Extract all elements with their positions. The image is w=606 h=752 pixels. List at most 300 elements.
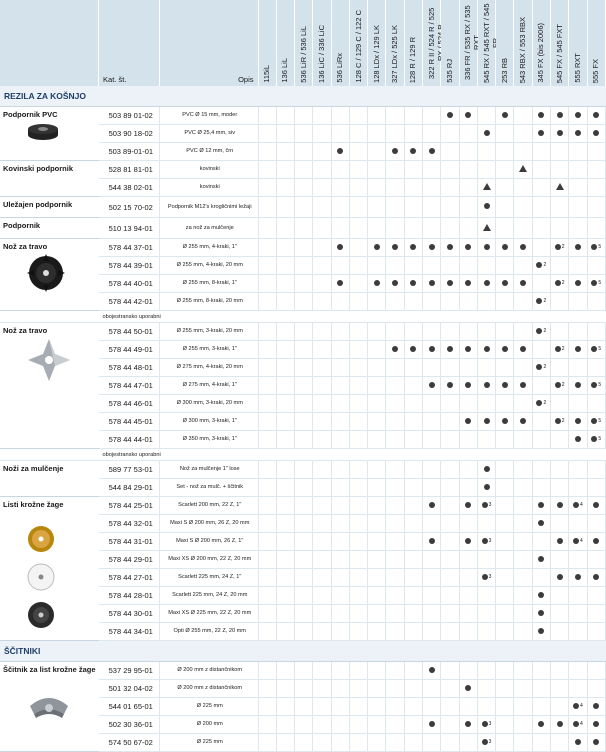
model-cell: [551, 143, 569, 161]
footnote-mark: 3: [488, 738, 492, 745]
footnote-mark: 2: [543, 399, 547, 406]
model-cell: [441, 323, 459, 341]
group-label: Nož za travo: [3, 326, 48, 335]
model-cell: [459, 680, 477, 698]
fit-dot-icon: [502, 418, 508, 424]
model-cell: [423, 716, 441, 734]
fit-dot-icon: [575, 739, 581, 745]
model-cell: [532, 734, 550, 752]
model-cell: [551, 161, 569, 179]
model-cell: [368, 569, 386, 587]
description: za nož za mulčenje: [159, 218, 258, 239]
model-cell: [258, 461, 276, 479]
model-cell: [258, 395, 276, 413]
model-cell: [551, 293, 569, 311]
model-cell: [295, 431, 313, 449]
fit-dot-icon: [536, 298, 542, 304]
model-cell: [404, 107, 422, 125]
model-cell: [423, 395, 441, 413]
model-cell: [477, 533, 495, 551]
model-cell: [295, 515, 313, 533]
model-cell: [313, 143, 331, 161]
model-cell: [587, 107, 605, 125]
model-cell: [423, 218, 441, 239]
model-cell: [551, 377, 569, 395]
model-cell: [423, 698, 441, 716]
fit-dot-icon: [536, 328, 542, 334]
model-cell: [349, 161, 367, 179]
note-text: obojestransko uporabni: [99, 311, 606, 323]
model-cell: [404, 161, 422, 179]
model-cell: [551, 413, 569, 431]
model-cell: [532, 587, 550, 605]
model-cell: [532, 461, 550, 479]
model-cell: [349, 716, 367, 734]
model-cell: [423, 533, 441, 551]
model-cell: [258, 143, 276, 161]
fit-dot-icon: [591, 346, 597, 352]
model-cell: [551, 569, 569, 587]
model-cell: [313, 197, 331, 218]
model-cell: [258, 218, 276, 239]
model-cell: [514, 275, 532, 293]
model-cell: [532, 605, 550, 623]
fit-dot-icon: [555, 418, 561, 424]
model-cell: [276, 107, 294, 125]
model-cell: [477, 662, 495, 680]
model-cell: [331, 533, 349, 551]
model-cell: [496, 551, 514, 569]
model-cell: [295, 587, 313, 605]
fit-dot-icon: [410, 244, 416, 250]
model-cell: [496, 716, 514, 734]
model-cell: [349, 143, 367, 161]
model-cell: [349, 179, 367, 197]
model-cell: [532, 239, 550, 257]
model-cell: [331, 461, 349, 479]
model-cell: [496, 323, 514, 341]
fit-dot-icon: [465, 280, 471, 286]
group-label: Uležajen podpornik: [3, 200, 73, 209]
model-cell: [587, 734, 605, 752]
model-cell: [276, 605, 294, 623]
model-cell: [331, 497, 349, 515]
fit-dot-icon: [573, 703, 579, 709]
fit-triangle-icon: [483, 183, 491, 190]
model-cell: [386, 431, 404, 449]
model-cell: [514, 533, 532, 551]
kat-number: 578 44 40-01: [99, 275, 160, 293]
model-cell: [386, 293, 404, 311]
group-label: Noži za mulčenje: [3, 464, 64, 473]
model-cell: [258, 734, 276, 752]
model-cell: [477, 161, 495, 179]
description: Scarlett 225 mm, 24 Z, 20 mm: [159, 587, 258, 605]
model-cell: [551, 533, 569, 551]
model-cell: [313, 479, 331, 497]
model-cell: [496, 698, 514, 716]
fit-dot-icon: [482, 721, 488, 727]
model-cell: [331, 218, 349, 239]
model-cell: [349, 431, 367, 449]
group-label: Nož za travo: [3, 242, 48, 251]
model-cell: [276, 179, 294, 197]
model-cell: [569, 377, 587, 395]
model-cell: [459, 551, 477, 569]
model-cell: [441, 716, 459, 734]
model-cell: [386, 239, 404, 257]
fit-dot-icon: [593, 130, 599, 136]
model-cell: [313, 239, 331, 257]
description: Ø 255 mm, 8-kraki, 1": [159, 275, 258, 293]
model-cell: [496, 479, 514, 497]
model-cell: [423, 734, 441, 752]
model-cell: [587, 413, 605, 431]
fit-dot-icon: [575, 244, 581, 250]
footnote-mark: 2: [543, 363, 547, 370]
model-cell: [313, 587, 331, 605]
model-cell: [368, 107, 386, 125]
fit-triangle-icon: [556, 183, 564, 190]
model-cell: [386, 698, 404, 716]
model-cell: [331, 479, 349, 497]
model-cell: [258, 377, 276, 395]
model-cell: [313, 515, 331, 533]
model-cell: [349, 479, 367, 497]
model-cell: [514, 497, 532, 515]
model-cell: [295, 323, 313, 341]
description: Maxi S Ø 200 mm, 26 Z, 1": [159, 533, 258, 551]
model-cell: [569, 515, 587, 533]
model-cell: [514, 359, 532, 377]
fit-dot-icon: [484, 130, 490, 136]
fit-dot-icon: [591, 244, 597, 250]
model-cell: [587, 479, 605, 497]
model-cell: [258, 275, 276, 293]
model-cell: [459, 515, 477, 533]
model-cell: [368, 275, 386, 293]
model-cell: [349, 623, 367, 641]
model-cell: [331, 587, 349, 605]
model-cell: [532, 569, 550, 587]
footnote-mark: 3: [488, 720, 492, 727]
model-cell: [276, 218, 294, 239]
model-cell: [569, 359, 587, 377]
model-cell: [404, 125, 422, 143]
model-cell: [587, 587, 605, 605]
model-cell: [514, 431, 532, 449]
model-cell: [258, 431, 276, 449]
description: Ø 275 mm, 4-kraki, 20 mm: [159, 359, 258, 377]
model-cell: [295, 197, 313, 218]
table-row: [0, 218, 606, 239]
model-cell: [349, 569, 367, 587]
model-cell: [368, 197, 386, 218]
fit-dot-icon: [337, 280, 343, 286]
model-cell: [496, 341, 514, 359]
model-cell: [551, 218, 569, 239]
model-cell: [569, 587, 587, 605]
model-cell: [459, 431, 477, 449]
kat-number: 510 13 94-01: [99, 218, 160, 239]
group-label-cell: [0, 161, 99, 197]
model-cell: [441, 497, 459, 515]
blade-3-image: [26, 337, 72, 385]
model-cell: [331, 143, 349, 161]
model-cell: [551, 275, 569, 293]
model-cell: [423, 680, 441, 698]
model-cell: [386, 125, 404, 143]
table-row: [0, 323, 606, 341]
model-cell: [349, 341, 367, 359]
model-cell: [331, 293, 349, 311]
model-cell: [496, 143, 514, 161]
model-cell: [331, 161, 349, 179]
header-model: 322 R II / 524 R / 525: [423, 0, 441, 86]
fit-dot-icon: [591, 280, 597, 286]
model-cell: [441, 239, 459, 257]
model-cell: [569, 257, 587, 275]
model-cell: [368, 125, 386, 143]
model-cell: [459, 257, 477, 275]
model-cell: [532, 497, 550, 515]
model-cell: [349, 515, 367, 533]
model-cell: [331, 323, 349, 341]
model-cell: [532, 680, 550, 698]
model-cell: [295, 533, 313, 551]
model-cell: [404, 734, 422, 752]
kat-number: 544 01 65-01: [99, 698, 160, 716]
header-model: 128 C / 129 C / 122 C: [349, 0, 367, 86]
fit-dot-icon: [573, 502, 579, 508]
group-label-cell: [0, 323, 99, 449]
footnote-mark: 2: [561, 279, 565, 286]
model-cell: [258, 662, 276, 680]
model-cell: [569, 734, 587, 752]
description: Maxi XS Ø 225 mm, 22 Z, 20 mm: [159, 605, 258, 623]
model-cell: [441, 257, 459, 275]
header-model: 327 LDx / 525 LK: [386, 0, 404, 86]
model-cell: [331, 662, 349, 680]
model-cell: [569, 239, 587, 257]
model-cell: [496, 569, 514, 587]
model-cell: [295, 605, 313, 623]
fit-dot-icon: [555, 244, 561, 250]
fit-dot-icon: [484, 280, 490, 286]
model-cell: [532, 359, 550, 377]
model-cell: [551, 341, 569, 359]
model-cell: [496, 257, 514, 275]
model-cell: [514, 716, 532, 734]
model-cell: [423, 461, 441, 479]
model-cell: [276, 239, 294, 257]
model-cell: [441, 107, 459, 125]
description: Maxi XS Ø 200 mm, 22 Z, 20 mm: [159, 551, 258, 569]
support-pvc-image: [26, 123, 60, 143]
model-cell: [295, 143, 313, 161]
kat-number: 578 44 37-01: [99, 239, 160, 257]
fit-dot-icon: [557, 130, 563, 136]
header-model: 535 RJ: [441, 0, 459, 86]
model-cell: [514, 734, 532, 752]
model-cell: [276, 461, 294, 479]
fit-dot-icon: [591, 418, 597, 424]
model-cell: [423, 623, 441, 641]
fit-dot-icon: [555, 280, 561, 286]
fit-dot-icon: [484, 484, 490, 490]
model-cell: [368, 734, 386, 752]
model-cell: [331, 698, 349, 716]
model-cell: [587, 515, 605, 533]
model-cell: [514, 125, 532, 143]
model-cell: [496, 461, 514, 479]
model-cell: [496, 623, 514, 641]
model-cell: [276, 551, 294, 569]
model-cell: [569, 623, 587, 641]
model-cell: [477, 680, 495, 698]
model-cell: [295, 359, 313, 377]
group-label-cell: [0, 218, 99, 239]
model-cell: [404, 179, 422, 197]
model-cell: [587, 569, 605, 587]
model-cell: [276, 161, 294, 179]
model-cell: [496, 179, 514, 197]
model-cell: [551, 107, 569, 125]
fit-dot-icon: [465, 346, 471, 352]
model-cell: [295, 179, 313, 197]
model-cell: [441, 359, 459, 377]
description: Maxi S Ø 200 mm, 26 Z, 20 mm: [159, 515, 258, 533]
model-cell: [496, 197, 514, 218]
table-row: [0, 197, 606, 218]
group-label: Ščitnik za list krožne žage: [3, 665, 96, 674]
kat-number: 502 15 70-02: [99, 197, 160, 218]
model-cell: [404, 479, 422, 497]
model-cell: [551, 239, 569, 257]
model-cell: [496, 605, 514, 623]
model-cell: [551, 179, 569, 197]
kat-number: 578 44 45-01: [99, 413, 160, 431]
fit-dot-icon: [538, 502, 544, 508]
model-cell: [514, 605, 532, 623]
model-cell: [295, 257, 313, 275]
footnote-mark: 4: [580, 702, 583, 709]
model-cell: [477, 143, 495, 161]
model-cell: [313, 569, 331, 587]
fit-dot-icon: [484, 418, 490, 424]
group-label-cell: [0, 197, 99, 218]
fit-dot-icon: [557, 112, 563, 118]
model-cell: [587, 323, 605, 341]
kat-number: 503 90 18-02: [99, 125, 160, 143]
model-cell: [331, 125, 349, 143]
model-cell: [313, 218, 331, 239]
model-cell: [349, 413, 367, 431]
kat-number: 501 32 04-02: [99, 680, 160, 698]
model-cell: [331, 377, 349, 395]
group-label-cell: [0, 239, 99, 311]
fit-dot-icon: [429, 244, 435, 250]
fit-dot-icon: [465, 244, 471, 250]
fit-dot-icon: [374, 280, 380, 286]
model-cell: [459, 359, 477, 377]
model-cell: [258, 197, 276, 218]
model-cell: [496, 107, 514, 125]
model-cell: [386, 275, 404, 293]
model-cell: [477, 461, 495, 479]
model-cell: [587, 179, 605, 197]
model-cell: [514, 197, 532, 218]
model-cell: [459, 197, 477, 218]
model-cell: [295, 551, 313, 569]
model-cell: [258, 341, 276, 359]
footnote-mark: 2: [561, 345, 565, 352]
model-cell: [441, 479, 459, 497]
model-cell: [477, 107, 495, 125]
model-cell: [295, 413, 313, 431]
model-cell: [532, 395, 550, 413]
model-cell: [532, 662, 550, 680]
model-cell: [349, 239, 367, 257]
model-cell: [404, 623, 422, 641]
model-cell: [386, 716, 404, 734]
fit-dot-icon: [538, 130, 544, 136]
kat-number: 578 44 39-01: [99, 257, 160, 275]
note-row: [0, 449, 606, 461]
description: Ø 200 mm: [159, 716, 258, 734]
kat-number: 574 50 67-02: [99, 734, 160, 752]
description: Nož za mulčenje 1" lose: [159, 461, 258, 479]
fit-dot-icon: [392, 346, 398, 352]
model-cell: [404, 293, 422, 311]
model-cell: [423, 275, 441, 293]
model-cell: [551, 698, 569, 716]
model-cell: [313, 716, 331, 734]
model-cell: [404, 662, 422, 680]
description: Podpornik M12's krogličnimi ležaji: [159, 197, 258, 218]
fit-dot-icon: [429, 280, 435, 286]
model-cell: [532, 533, 550, 551]
model-cell: [514, 395, 532, 413]
model-cell: [569, 431, 587, 449]
kat-number: 544 84 29-01: [99, 479, 160, 497]
model-cell: [295, 716, 313, 734]
model-cell: [459, 107, 477, 125]
model-cell: [423, 479, 441, 497]
model-cell: [276, 587, 294, 605]
model-cell: [331, 239, 349, 257]
table-row: [0, 662, 606, 680]
model-cell: [587, 533, 605, 551]
model-cell: [532, 179, 550, 197]
model-cell: [295, 497, 313, 515]
group-label-cell: [0, 461, 99, 497]
model-cell: [295, 341, 313, 359]
model-cell: [477, 716, 495, 734]
model-cell: [532, 479, 550, 497]
model-cell: [404, 716, 422, 734]
model-cell: [331, 623, 349, 641]
model-cell: [477, 239, 495, 257]
model-cell: [532, 107, 550, 125]
model-cell: [313, 461, 331, 479]
fit-dot-icon: [557, 721, 563, 727]
model-cell: [258, 107, 276, 125]
model-cell: [496, 125, 514, 143]
model-cell: [587, 461, 605, 479]
model-cell: [569, 605, 587, 623]
fit-dot-icon: [573, 721, 579, 727]
